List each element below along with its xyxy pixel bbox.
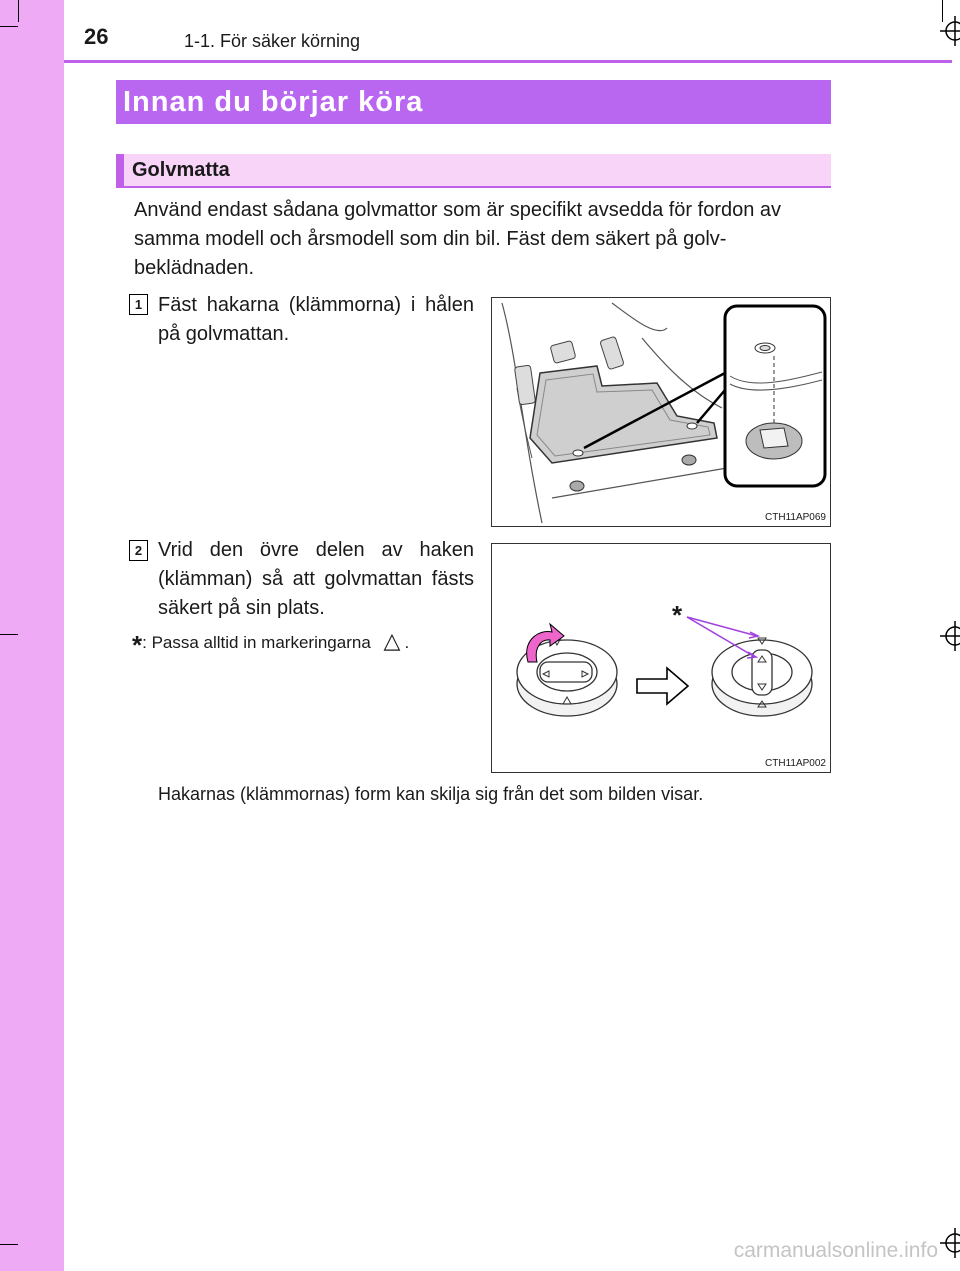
registration-mark-icon [940, 621, 960, 651]
crop-mark [0, 26, 18, 27]
step-2-text: Vrid den övre delen av haken (klämman) så att golvmattan fästs säkert på sin plats. [158, 539, 474, 619]
floor-mat-hook-figure [491, 297, 831, 527]
figure-code: CTH11AP002 [765, 758, 826, 769]
page-title: Innan du börjar köra [123, 85, 424, 118]
step-1-text: Fäst hakarna (klämmorna) i hålen på golvmattan. [158, 294, 474, 345]
header-rule [64, 60, 952, 63]
watermark: carmanualsonline.info [733, 1239, 938, 1262]
step-number-badge: 1 [129, 294, 148, 315]
registration-mark-icon [940, 16, 960, 46]
side-margin-band [0, 0, 64, 1271]
section-heading: Golvmatta [132, 158, 230, 181]
triangle-mark-icon: △ [383, 628, 401, 653]
figure-star-marker: * [672, 600, 683, 630]
page-number: 26 [84, 24, 109, 49]
floor-mat-illustration [492, 298, 832, 528]
crop-mark [18, 0, 19, 22]
note-text: : Passa alltid in markeringarna [142, 633, 371, 652]
shape-disclaimer: Hakarnas (klämmornas) form kan skilja sig från det som bilden visar. [158, 784, 704, 804]
chapter-heading: 1-1. För säker körning [184, 31, 361, 51]
page-title-bar [116, 80, 831, 124]
intro-paragraph: Använd endast sådana golvmattor som är specifikt avsedda för fordon av samma modell och årsmodell som din bil. Fäst dem säkert på golv-beklädnaden. [134, 199, 782, 279]
section-heading-bar [116, 154, 831, 188]
registration-mark-icon [940, 1228, 960, 1258]
alignment-note [132, 628, 409, 661]
crop-mark [0, 634, 18, 635]
note-marker: * [132, 630, 143, 660]
hook-rotation-illustration [492, 544, 832, 774]
crop-mark [0, 1244, 18, 1245]
note-end: . [404, 633, 410, 652]
hook-rotation-figure [491, 543, 831, 773]
step-number-badge: 2 [129, 540, 148, 561]
figure-code: CTH11AP069 [765, 512, 826, 523]
